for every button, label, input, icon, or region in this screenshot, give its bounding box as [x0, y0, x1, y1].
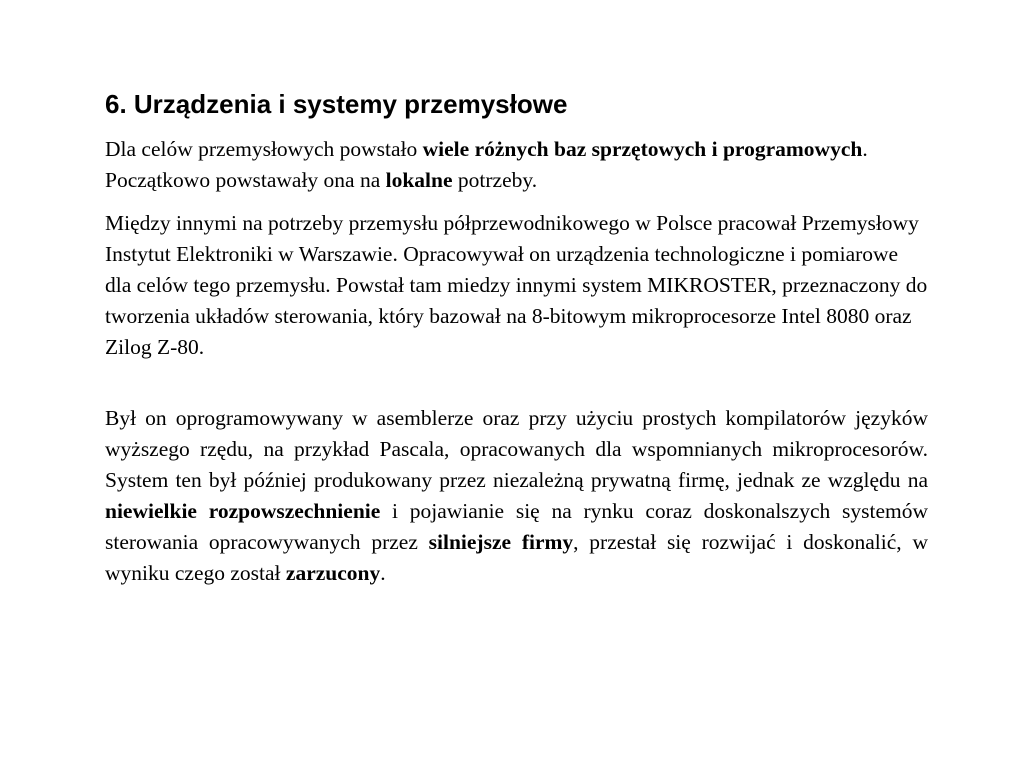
slide-title: 6. Urządzenia i systemy przemysłowe [105, 89, 568, 119]
paragraph-history-bold-2: silniejsze firmy [428, 530, 574, 554]
paragraph-intro [105, 134, 928, 196]
paragraph-intro-bold-1: wiele różnych baz sprzętowych i programowych [422, 137, 863, 161]
paragraph-history-text-2: i pojawianie się na rynku coraz doskonalszych systemów sterowania opracowywanych przez [105, 499, 928, 554]
paragraph-history-bold-1: niewielkie rozpowszechnienie [105, 499, 381, 523]
paragraph-history-text-3: , przestał się rozwijać i doskonalić, w wyniku czego został [105, 530, 928, 585]
paragraph-mikroster: Między innymi na potrzeby przemysłu półprzewodnikowego w Polsce pracował Przemysłowy Instytut Elektroniki w Warszawie. Opracowywał on urządzenia technologiczne i pomiarowe dla celów tego przemysłu. Powstał tam miedzy innymi system MIKROSTER, przeznaczony do tworzenia układów sterowania, który bazował na 8-bitowym mikroprocesorze Intel 8080 oraz Zilog Z-80. [105, 211, 928, 359]
paragraph-intro-text-3: potrzeby. [452, 168, 538, 192]
paragraph-intro-text-1: Dla celów przemysłowych powstało [105, 137, 423, 161]
paragraph-intro-bold-2: lokalne [385, 168, 453, 192]
paragraph-history [105, 403, 928, 589]
paragraph-history-text-1: Był on oprogramowywany w asemblerze oraz przy użyciu prostych kompilatorów języków wyższego rzędu, na przykład Pascala, opracowanych dla wspomnianych mikroprocesorów. System ten był później produkowany przez niezależną prywatną firmę, jednak ze względu na [105, 406, 928, 492]
paragraph-history-text-4: . [380, 561, 386, 585]
paragraph-history-bold-3: zarzucony [285, 561, 381, 585]
paragraph-intro-text-2: . Początkowo powstawały ona na [105, 137, 868, 192]
